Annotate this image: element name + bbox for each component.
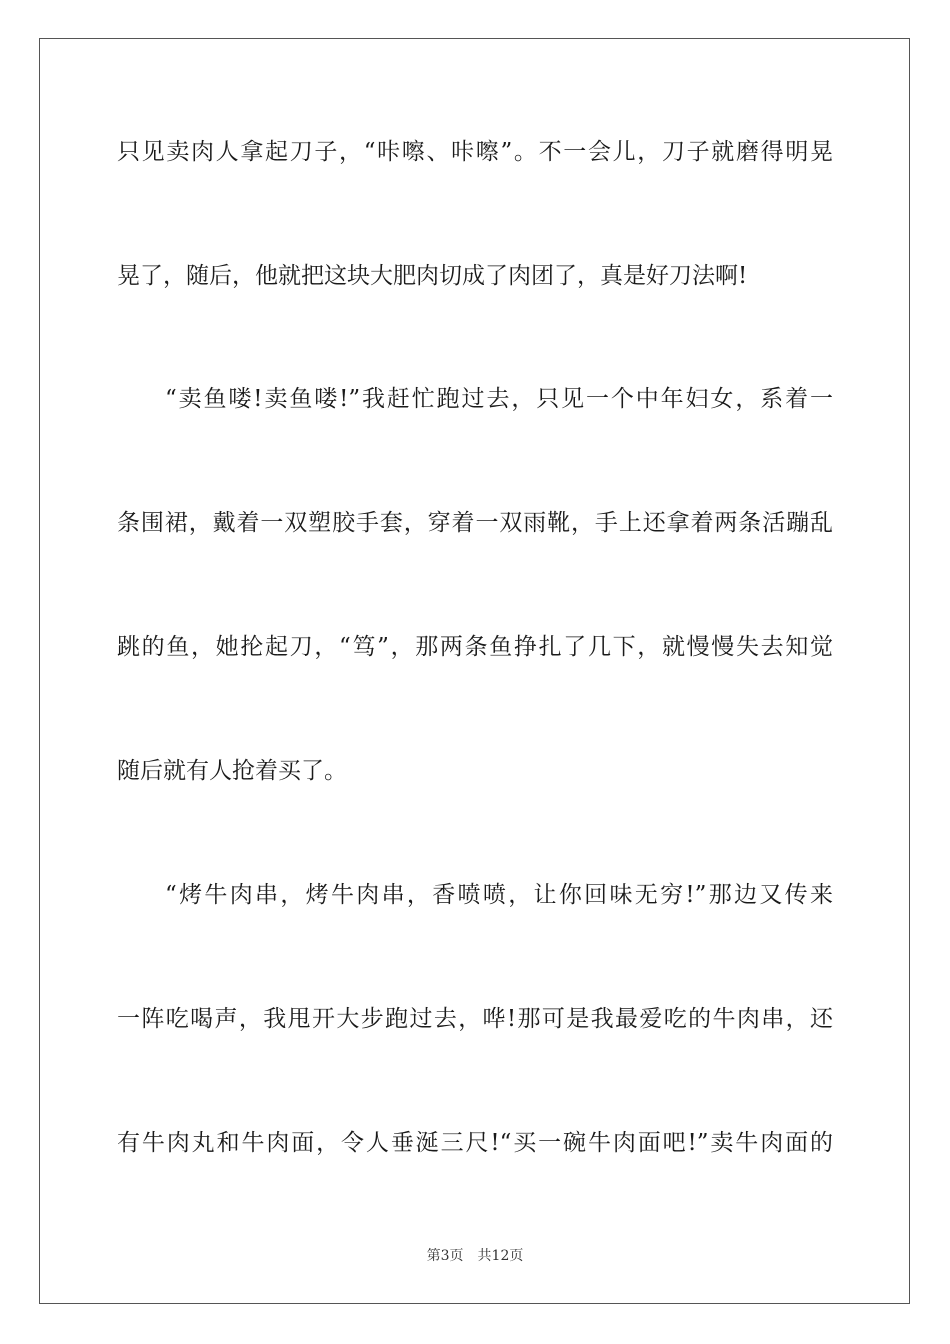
text-line-7: “烤牛肉串，烤牛肉串，香喷喷，让你回味无穷!”那边又传来 bbox=[165, 882, 833, 908]
text-line-4: 条围裙，戴着一双塑胶手套，穿着一双雨靴，手上还拿着两条活蹦乱 bbox=[117, 510, 833, 536]
page-total: 共12页 bbox=[477, 1248, 524, 1264]
text-line-2: 晃了，随后，他就把这块大肥肉切成了肉团了，真是好刀法啊! bbox=[117, 263, 748, 289]
page-frame bbox=[39, 38, 910, 1304]
page-footer bbox=[0, 1246, 950, 1266]
page-number: 第3页 bbox=[426, 1248, 464, 1264]
text-line-6: 随后就有人抢着买了。 bbox=[117, 758, 347, 784]
text-line-3: “卖鱼喽!卖鱼喽!”我赶忙跑过去，只见一个中年妇女，系着一 bbox=[165, 386, 833, 412]
text-line-8: 一阵吃喝声，我甩开大步跑过去，哗!那可是我最爱吃的牛肉串，还 bbox=[117, 1006, 833, 1032]
text-line-1: 只见卖肉人拿起刀子，“咔嚓、咔嚓”。不一会儿，刀子就磨得明晃 bbox=[117, 139, 833, 165]
text-line-5: 跳的鱼，她抡起刀，“笃”，那两条鱼挣扎了几下，就慢慢失去知觉 bbox=[117, 634, 833, 660]
text-line-9: 有牛肉丸和牛肉面，令人垂涎三尺!“买一碗牛肉面吧!”卖牛肉面的 bbox=[117, 1130, 833, 1156]
